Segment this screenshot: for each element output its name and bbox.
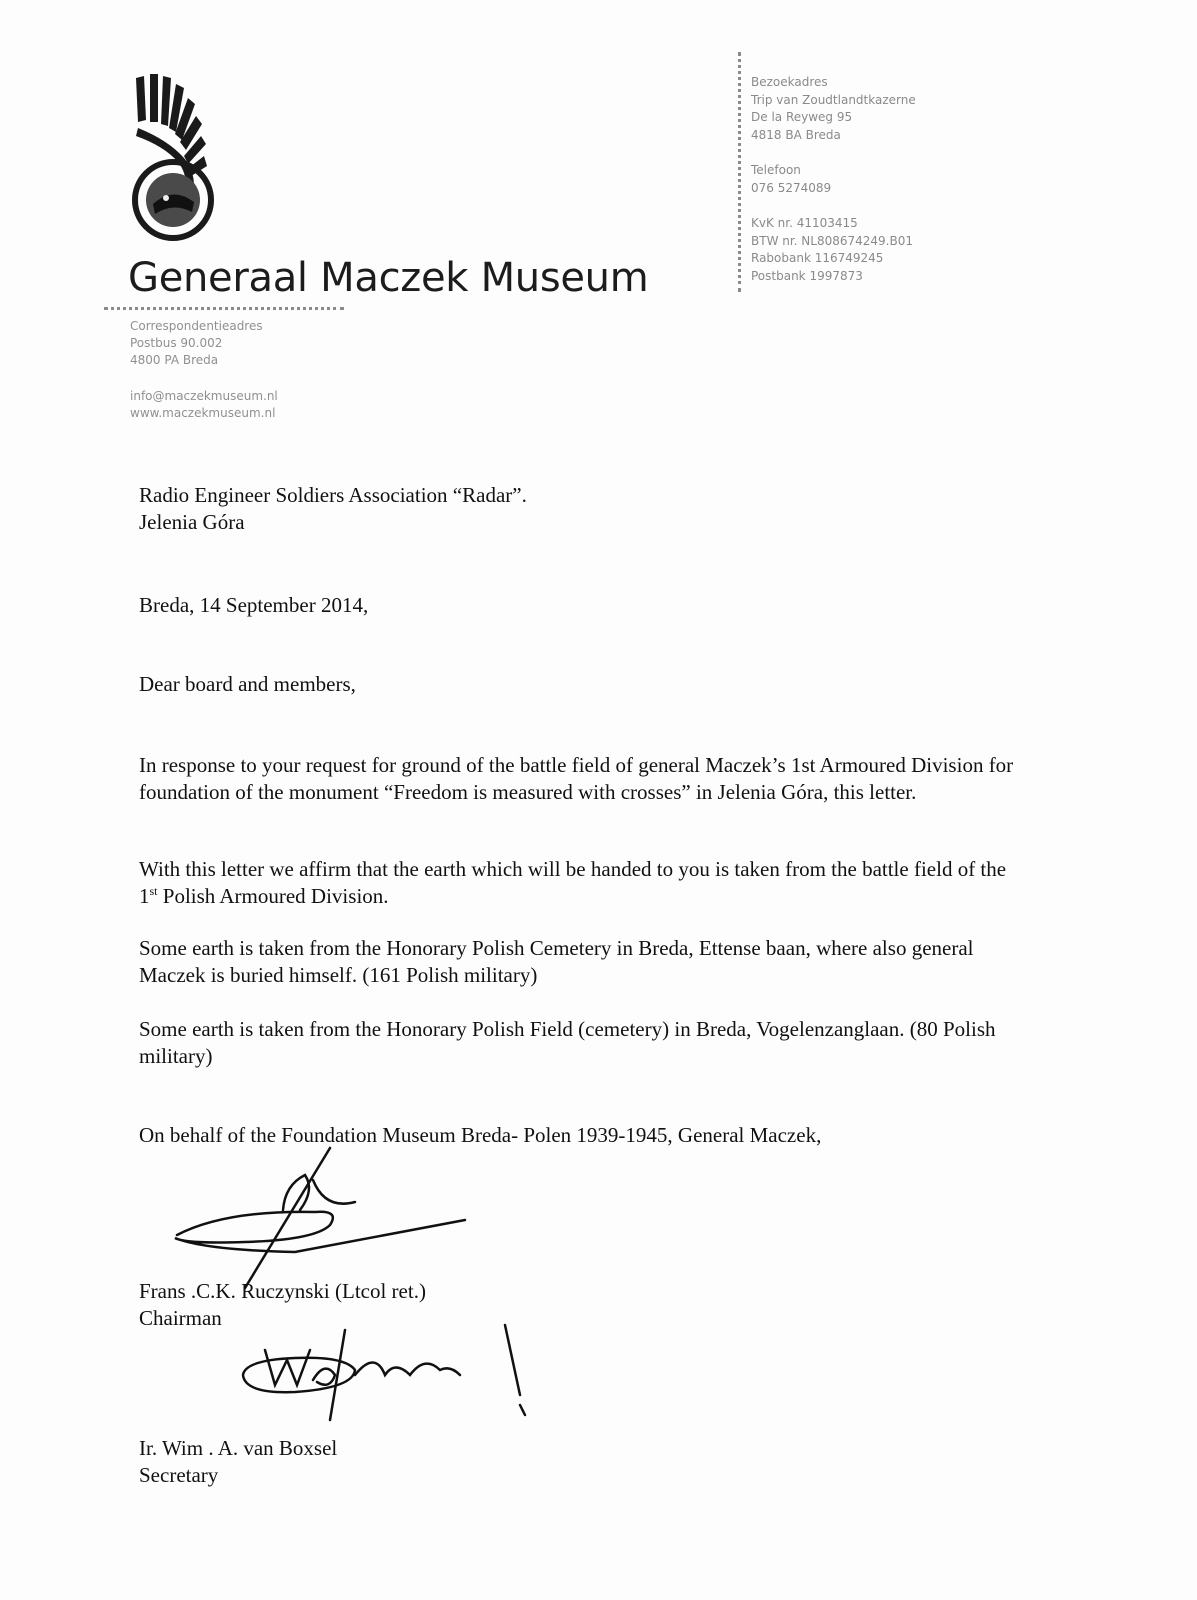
correspondence-label: Correspondentieadres (130, 319, 263, 333)
correspondence-address (130, 318, 263, 369)
correspondence-city: 4800 PA Breda (130, 353, 219, 367)
visit-city: 4818 BA Breda (751, 127, 841, 142)
visit-street: De la Reyweg 95 (751, 110, 853, 124)
rabobank-number: Rabobank 116749245 (751, 251, 884, 265)
secretary-block (139, 1435, 337, 1489)
salutation: Dear board and members, (139, 672, 356, 696)
kvk-number: KvK nr. 41103415 (751, 216, 858, 230)
chairman-name: Frans .C.K. Ruczynski (Ltcol ret.) (139, 1279, 426, 1303)
phone-label: Telefoon (751, 163, 801, 177)
affirm-text-end: Polish Armoured Division. (157, 884, 389, 908)
chairman-title: Chairman (139, 1306, 222, 1330)
correspondence-pobox: Postbus 90.002 (130, 336, 223, 350)
recipient-organization: Radio Engineer Soldiers Association “Radar”. (139, 483, 527, 507)
contact-web (130, 388, 278, 422)
letter-date: Breda, 14 September 2014, (139, 593, 369, 617)
affirm-text-start: With this letter we affirm that the earth which will be handed to you is taken from the battle field of the 1 (139, 857, 1007, 908)
visit-building: Trip van Zoudtlandtkazerne (751, 92, 916, 107)
museum-name: Generaal Maczek Museum (128, 255, 649, 301)
email-address[interactable]: info@maczekmuseum.nl (130, 389, 278, 403)
recipient-city: Jelenia Góra (139, 510, 245, 534)
paragraph-affirm (139, 856, 1019, 910)
website-url[interactable]: www.maczekmuseum.nl (130, 406, 276, 420)
paragraph-cemetery: Some earth is taken from the Honorary Polish Cemetery in Breda, Ettense baan, where also general Maczek is buried himself. (161 Polish military) (139, 936, 974, 987)
paragraph-field: Some earth is taken from the Honorary Polish Field (cemetery) in Breda, Vogelenzanglaan. (80 Polish military) (139, 1017, 996, 1068)
phone-number: 076 5274089 (751, 180, 832, 195)
chairman-signature (165, 1140, 485, 1290)
affirm-ordinal: st (149, 884, 158, 898)
paragraph-request: In response to your request for ground of the battle field of general Maczek’s 1st Armoured Division for foundation of the monument “Freedom is measured with crosses” in Jelenia Góra, this letter. (139, 753, 1014, 804)
secretary-title: Secretary (139, 1463, 219, 1487)
btw-number: BTW nr. NL808674249.B01 (751, 233, 913, 248)
museum-logo-icon (128, 70, 218, 250)
letterhead-divider (104, 307, 344, 310)
behalf-line: On behalf of the Foundation Museum Breda- Polen 1939-1945, General Maczek, (139, 1123, 822, 1147)
secretary-signature (235, 1320, 535, 1440)
vertical-divider (738, 52, 741, 292)
postbank-number: Postbank 1997873 (751, 268, 863, 283)
visit-address-block (751, 74, 916, 285)
recipient-block (139, 482, 527, 536)
secretary-name: Ir. Wim . A. van Boxsel (139, 1436, 338, 1460)
visit-label: Bezoekadres (751, 75, 828, 89)
